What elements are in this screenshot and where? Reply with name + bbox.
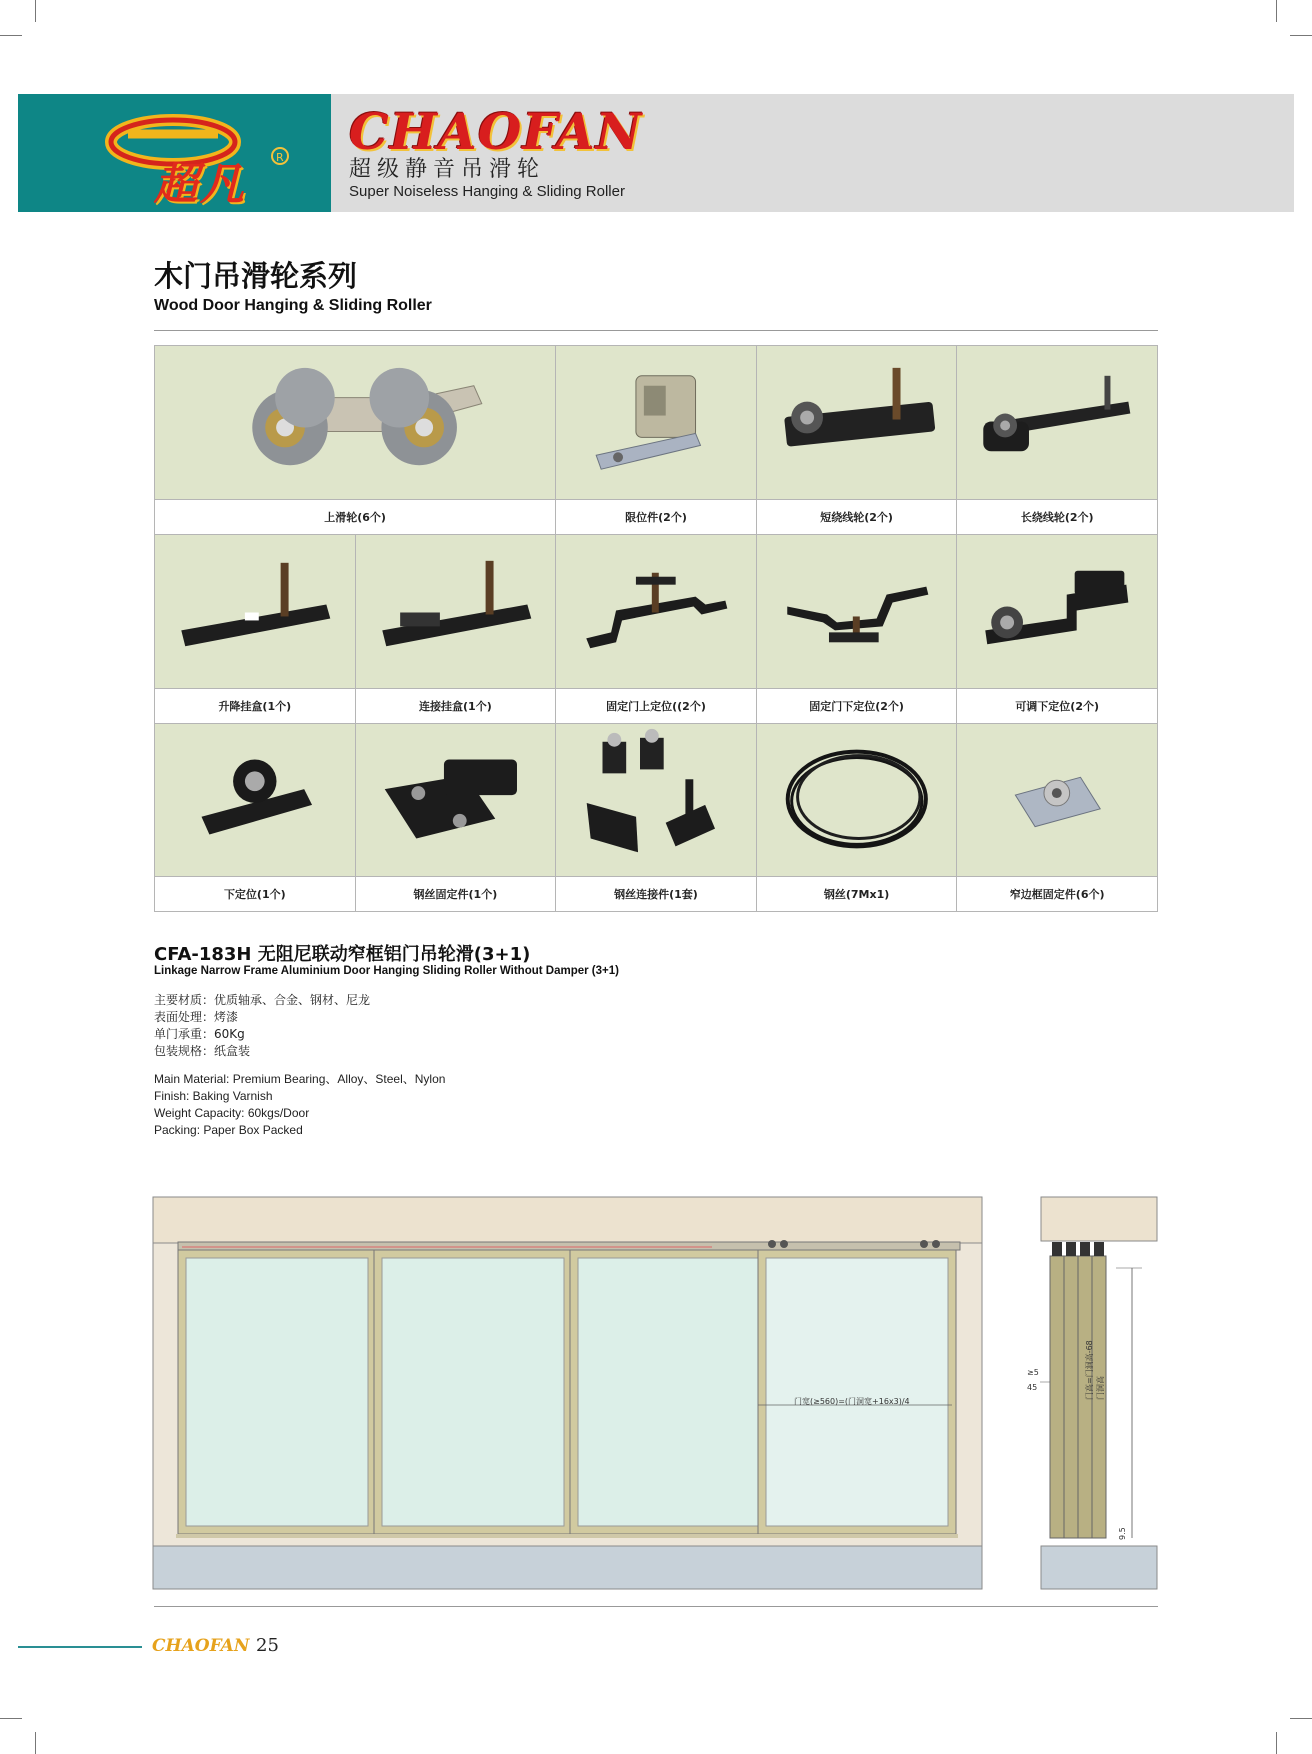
product-photo bbox=[155, 535, 355, 688]
product-photo bbox=[757, 535, 957, 688]
product-cell bbox=[356, 723, 557, 912]
spec-line: 包装规格：纸盒装 bbox=[154, 1044, 251, 1058]
product-label: 升降挂盒(1个) bbox=[155, 688, 355, 723]
product-photo bbox=[155, 346, 555, 499]
short-winding-wheel-icon bbox=[757, 346, 957, 499]
product-label: 固定门下定位(2个) bbox=[757, 688, 957, 723]
page-number: 25 bbox=[256, 1635, 279, 1656]
spec-line: Main Material: Premium Bearing、Alloy、Steel、Nylon bbox=[154, 1072, 446, 1086]
crop-mark bbox=[35, 0, 36, 22]
brand-name: CHAOFAN bbox=[349, 102, 643, 161]
fixed-door-upper-bracket-icon bbox=[556, 535, 756, 688]
product-photo bbox=[757, 724, 957, 876]
product-label: 长绕线轮(2个) bbox=[957, 499, 1157, 534]
tagline-en: Super Noiseless Hanging & Sliding Roller bbox=[349, 183, 625, 200]
product-photo bbox=[957, 535, 1157, 688]
product-row bbox=[154, 723, 1158, 912]
product-label: 连接挂盒(1个) bbox=[356, 688, 556, 723]
product-photo bbox=[757, 346, 957, 499]
product-row bbox=[154, 345, 1158, 534]
spec-line: 表面处理：烤漆 bbox=[154, 1010, 239, 1024]
product-cell bbox=[556, 534, 757, 723]
lifting-hanger-box-icon bbox=[155, 535, 355, 688]
tagline-cn: 超级静音吊滑轮 bbox=[349, 157, 546, 182]
section-title-cn: 木门吊滑轮系列 bbox=[154, 259, 358, 293]
door-width-formula: 门宽(≥560)=(门洞宽+16x3)/4 bbox=[794, 1397, 910, 1406]
product-cell bbox=[556, 345, 757, 534]
spec-line: 单门承重：60Kg bbox=[154, 1027, 245, 1041]
section-title-en: Wood Door Hanging & Sliding Roller bbox=[154, 297, 432, 314]
product-label: 上滑轮(6个) bbox=[155, 499, 555, 534]
narrow-frame-plate-icon bbox=[957, 724, 1157, 876]
product-photo bbox=[957, 346, 1157, 499]
model-title: CFA-183H 无阻尼联动窄框铝门吊轮滑(3+1) bbox=[154, 944, 531, 965]
lower-guide-roller-icon bbox=[155, 724, 355, 876]
product-cell bbox=[957, 534, 1158, 723]
product-label: 窄边框固定件(6个) bbox=[957, 876, 1157, 911]
opening-height-label: 门洞高 bbox=[1096, 1376, 1105, 1400]
footer-line bbox=[18, 1646, 142, 1648]
crop-mark bbox=[0, 35, 22, 36]
steel-wire-coil-icon bbox=[757, 724, 957, 876]
spec-line: Finish: Baking Varnish bbox=[154, 1089, 273, 1103]
product-grid bbox=[154, 345, 1158, 912]
crop-mark bbox=[1290, 35, 1312, 36]
product-cell bbox=[757, 534, 958, 723]
svg-text:R: R bbox=[276, 151, 284, 164]
long-winding-wheel-icon bbox=[957, 346, 1157, 499]
product-cell bbox=[556, 723, 757, 912]
wire-fixing-bracket-icon bbox=[356, 724, 556, 876]
product-photo bbox=[556, 724, 756, 876]
footer-brand: CHAOFAN bbox=[152, 1636, 250, 1656]
dim-45-label: 45 bbox=[1027, 1383, 1038, 1392]
product-photo bbox=[155, 724, 355, 876]
product-label: 钢丝固定件(1个) bbox=[356, 876, 556, 911]
wire-connector-set-icon bbox=[556, 724, 756, 876]
logo-panel bbox=[18, 94, 331, 212]
fixed-door-lower-bracket-icon bbox=[757, 535, 957, 688]
product-cell bbox=[155, 723, 356, 912]
product-cell bbox=[757, 345, 958, 534]
dim-gap-label: ≥5 bbox=[1027, 1368, 1039, 1377]
model-subtitle: Linkage Narrow Frame Aluminium Door Hanging Sliding Roller Without Damper (3+1) bbox=[154, 965, 619, 977]
divider bbox=[154, 1606, 1158, 1607]
product-label: 短绕线轮(2个) bbox=[757, 499, 957, 534]
door-height-formula: 门高=门洞高-68 bbox=[1085, 1340, 1094, 1400]
crop-mark bbox=[0, 1718, 22, 1719]
product-cell bbox=[155, 345, 556, 534]
product-cell bbox=[757, 723, 958, 912]
product-label: 钢丝(7Mx1) bbox=[757, 876, 957, 911]
dim-95-label: 9.5 bbox=[1118, 1527, 1127, 1540]
product-label: 可调下定位(2个) bbox=[957, 688, 1157, 723]
product-photo bbox=[556, 535, 756, 688]
product-label: 固定门上定位((2个) bbox=[556, 688, 756, 723]
product-cell bbox=[957, 345, 1158, 534]
connecting-hanger-box-icon bbox=[356, 535, 556, 688]
product-cell bbox=[155, 534, 356, 723]
product-photo bbox=[356, 724, 556, 876]
double-roller-icon bbox=[155, 346, 555, 499]
spec-line: 主要材质：优质轴承、合金、钢材、尼龙 bbox=[154, 993, 371, 1007]
spec-line: Weight Capacity: 60kgs/Door bbox=[154, 1106, 310, 1120]
crop-mark bbox=[1276, 0, 1277, 22]
product-label: 限位件(2个) bbox=[556, 499, 756, 534]
product-photo bbox=[356, 535, 556, 688]
product-photo bbox=[556, 346, 756, 499]
limit-stopper-icon bbox=[556, 346, 756, 499]
spec-list-cn bbox=[154, 992, 370, 1060]
adjustable-lower-guide-icon bbox=[957, 535, 1157, 688]
spec-list-en bbox=[154, 1071, 445, 1139]
crop-mark bbox=[35, 1732, 36, 1754]
divider bbox=[154, 330, 1158, 331]
spec-line: Packing: Paper Box Packed bbox=[154, 1123, 303, 1137]
product-row bbox=[154, 534, 1158, 723]
product-photo bbox=[957, 724, 1157, 876]
door-front-elevation-drawing bbox=[152, 1196, 984, 1590]
product-label: 钢丝连接件(1套) bbox=[556, 876, 756, 911]
crop-mark bbox=[1290, 1718, 1312, 1719]
product-label: 下定位(1个) bbox=[155, 876, 355, 911]
crop-mark bbox=[1276, 1732, 1277, 1754]
product-cell bbox=[957, 723, 1158, 912]
product-cell bbox=[356, 534, 557, 723]
logo-text: 超凡 bbox=[154, 159, 246, 210]
header-band bbox=[18, 94, 1294, 212]
